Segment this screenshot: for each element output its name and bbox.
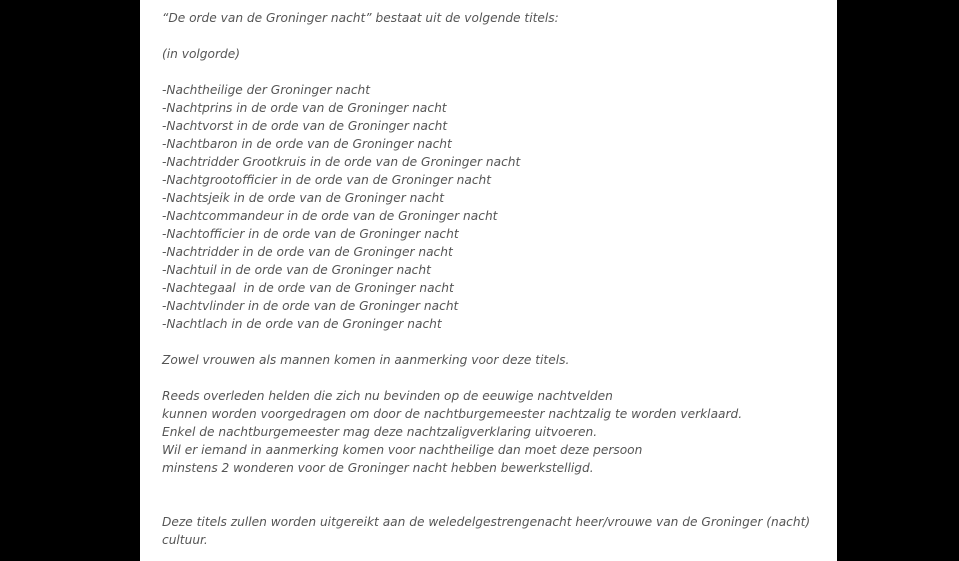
spacer [162,27,822,45]
title-item: -Nachtuil in de orde van de Groninger nacht [162,263,431,277]
title-item: -Nachtvlinder in de orde van de Groninger nacht [162,299,459,313]
title-item: -Nachtlach in de orde van de Groninger nacht [162,317,442,331]
closing-line: cultuur. [162,533,208,547]
title-item: -Nachtheilige der Groninger nacht [162,83,371,97]
paragraph-line: Wil er iemand in aanmerking komen voor nachtheilige dan moet deze persoon [162,443,643,457]
title-item: -Nachtvorst in de orde van de Groninger nacht [162,119,448,133]
spacer [162,477,822,495]
order-note: (in volgorde) [162,47,240,61]
article-body [162,9,822,549]
title-item: -Nachtprins in de orde van de Groninger nacht [162,101,447,115]
intro-text: “De orde van de Groninger nacht” bestaat uit de volgende titels: [162,11,559,25]
spacer [162,63,822,81]
title-item: -Nachtridder Grootkruis in de orde van de Groninger nacht [162,155,521,169]
title-item: -Nachtridder in de orde van de Groninger nacht [162,245,453,259]
closing-line: Deze titels zullen worden uitgereikt aan de weledelgestrengenacht heer/vrouwe van de Groninger (nacht) [162,515,811,529]
title-item: -Nachtgrootofficier in de orde van de Groninger nacht [162,173,492,187]
eligibility-text: Zowel vrouwen als mannen komen in aanmerking voor deze titels. [162,353,570,367]
closing-paragraph [162,513,822,549]
spacer [162,333,822,351]
spacer [162,369,822,387]
paragraph-line: minstens 2 wonderen voor de Groninger nacht hebben bewerkstelligd. [162,461,594,475]
page-content-panel [140,0,837,561]
title-item: -Nachtcommandeur in de orde van de Groninger nacht [162,209,498,223]
title-item: -Nachtsjeik in de orde van de Groninger nacht [162,191,445,205]
paragraph-line: kunnen worden voorgedragen om door de nachtburgemeester nachtzalig te worden verklaard. [162,407,743,421]
titles-list [162,81,822,333]
title-item: -Nachtofficier in de orde van de Groninger nacht [162,227,459,241]
title-item: -Nachtbaron in de orde van de Groninger nacht [162,137,452,151]
spacer [162,495,822,513]
beatification-paragraph [162,387,822,477]
title-item: -Nachtegaal in de orde van de Groninger nacht [162,281,454,295]
paragraph-line: Reeds overleden helden die zich nu bevinden op de eeuwige nachtvelden [162,389,613,403]
paragraph-line: Enkel de nachtburgemeester mag deze nachtzaligverklaring uitvoeren. [162,425,598,439]
